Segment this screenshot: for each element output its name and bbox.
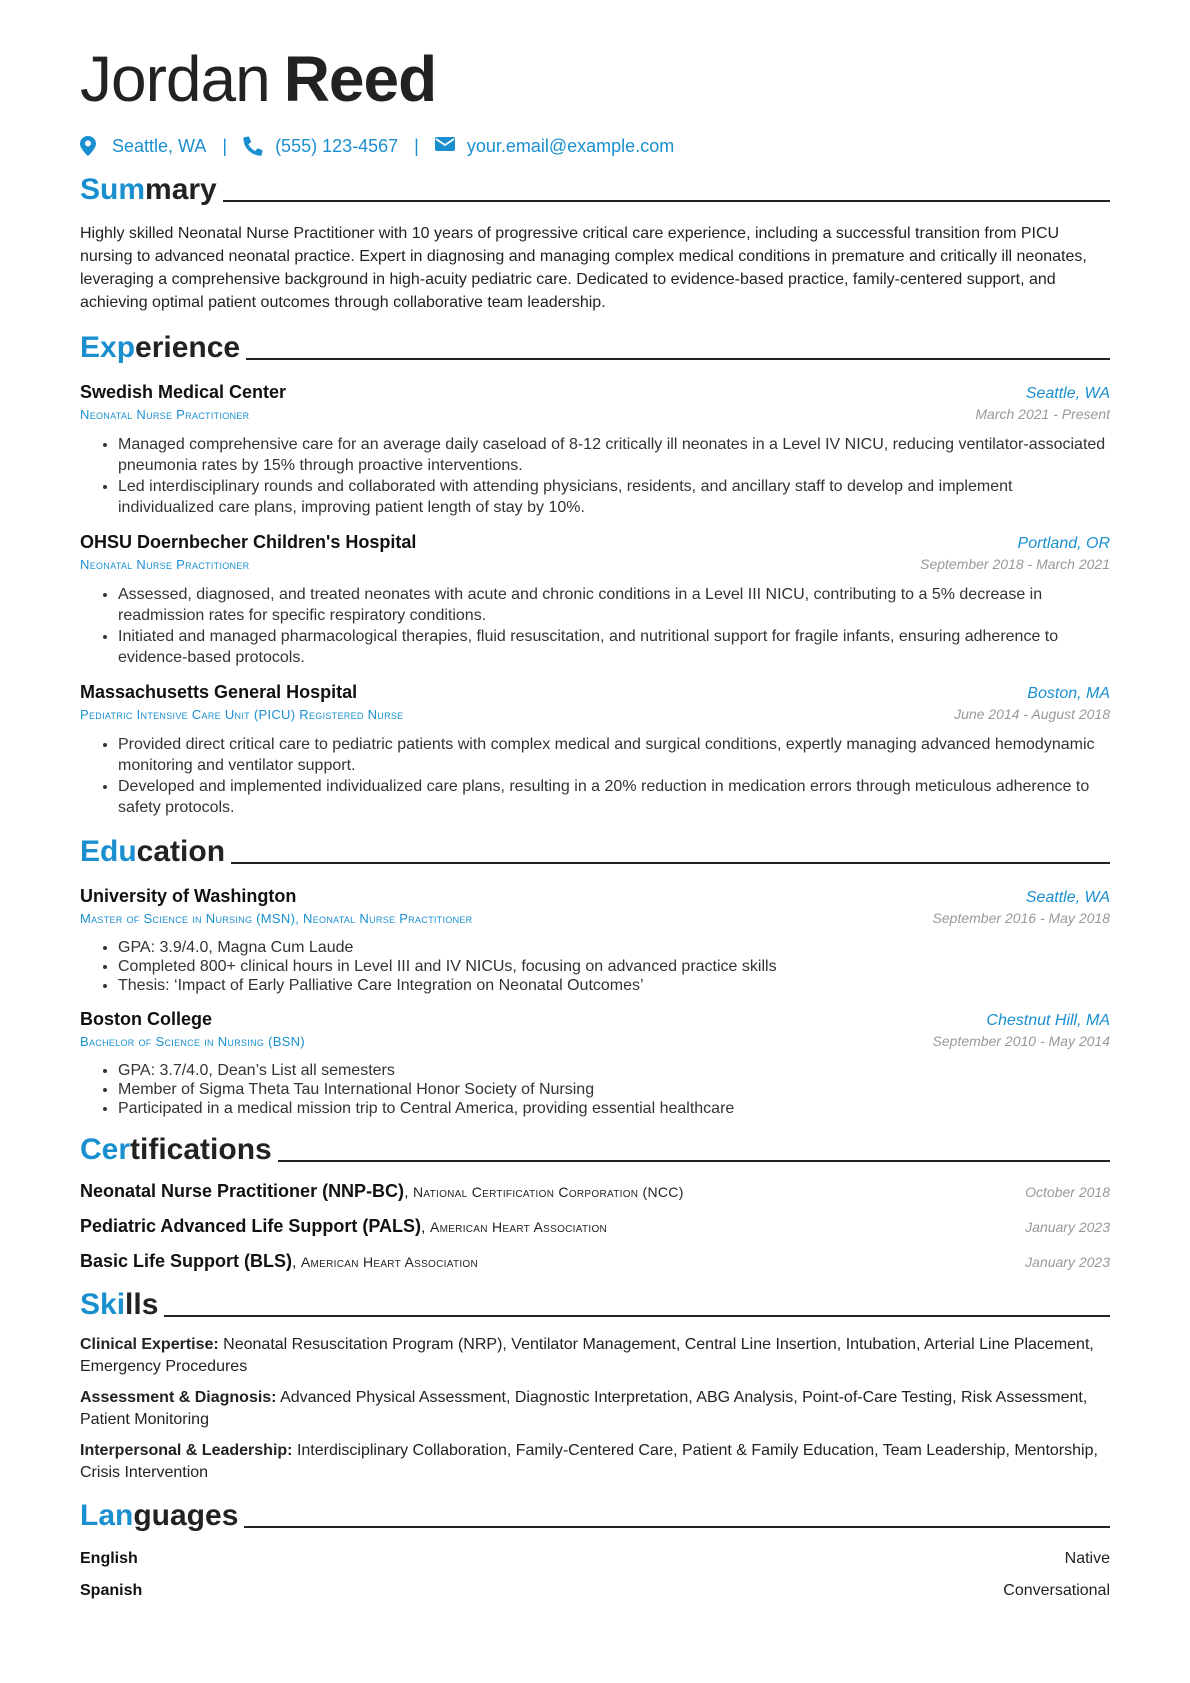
employer-name: OHSU Doernbecher Children's Hospital [80,532,417,552]
list-item: • Managed comprehensive care for an average daily caseload of 8-12 critically ill neonates in a Level IV NICU, reducing ventilator-associated pneumonia rates by 15% through proactive interventions. [118,434,1110,476]
contact-separator: | [414,135,419,156]
job-bullets [80,434,1110,518]
experience-entry [80,682,1110,818]
education-bullets [80,1061,1110,1118]
language-item [80,1582,1110,1604]
degree-name: Bachelor of Science in Nursing (BSN) [80,1034,305,1049]
phone-icon [243,136,263,156]
skill-group [80,1440,1110,1484]
contact-separator: | [222,135,228,156]
section-rule [231,862,1110,864]
list-item: • GPA: 3.9/4.0, Magna Cum Laude [118,938,1110,957]
list-item: • Assessed, diagnosed, and treated neonates with acute and chronic conditions in a Level III NICU, contributing to a 5% decrease in readmission rates for specific respiratory conditions. [118,584,1110,626]
job-location: Portland, OR [1017,535,1110,552]
location-text: Seattle, WA [112,135,207,156]
degree-name: Master of Science in Nursing (MSN), Neonatal Nurse Practitioner [80,911,473,926]
job-title: Neonatal Nurse Practitioner [80,557,250,572]
list-item: • Initiated and managed pharmacological therapies, fluid resuscitation, and nutritional support for fragile infants, ensuring adherence to evidence-based protocols. [118,626,1110,668]
certification-item: Neonatal Nurse Practitioner (NNP-BC), National Certification Corporation (NCC) October 2018 [80,1181,1110,1201]
section-rule [164,1315,1110,1317]
section-title: Languages [80,1499,239,1532]
section-rule [223,200,1110,202]
school-dates: September 2016 - May 2018 [932,910,1110,926]
list-item: • Completed 800+ clinical hours in Level III and IV NICUs, focusing on advanced practice skills [118,957,1110,976]
school-location: Seattle, WA [1025,889,1110,906]
list-item: • Provided direct critical care to pediatric patients with complex medical and surgical conditions, expertly managing advanced hemodynamic monitoring and ventilator support. [118,734,1110,776]
first-name: Jordan [80,43,270,115]
school-location: Chestnut Hill, MA [986,1012,1110,1029]
certification-name: Neonatal Nurse Practitioner (NNP-BC) [80,1181,405,1201]
section-title: Certifications [80,1133,272,1166]
skill-list: Interdisciplinary Collaboration, Family-Centered Care, Patient & Family Education, Team Leadership, Mentorship, Crisis Intervention [80,1442,1098,1481]
job-dates: June 2014 - August 2018 [954,706,1110,722]
certification-date: January 2023 [1025,1254,1110,1270]
certification-issuer: American Heart Association [429,1219,608,1235]
education-entry [80,886,1110,995]
summary-heading [80,170,1110,210]
summary-text: Highly skilled Neonatal Nurse Practitioner with 10 years of progressive critical care experience, including a successful transition from PICU nursing to advanced neonatal practice. Expert in diagnosing and managing complex medical conditions in premature and critically ill neonates, leveraging a comprehensive background in high-acuity pediatric care. Dedicated to evidence-based practice, family-centered support, and achieving optimal patient outcomes through collaborative team leadership. [80,225,1087,311]
job-dates: March 2021 - Present [975,406,1110,422]
skill-group [80,1334,1110,1378]
education-bullets [80,938,1110,995]
experience-entry [80,532,1110,668]
certification-issuer: National Certification Corporation (NCC) [412,1184,684,1200]
certification-item: Pediatric Advanced Life Support (PALS), American Heart Association January 2023 [80,1216,1110,1236]
certifications-heading [80,1130,1110,1170]
language-name: Spanish [80,1582,143,1599]
contact-email[interactable] [435,136,674,157]
languages-heading [80,1496,1110,1536]
section-title: Skills [80,1288,159,1321]
school-dates: September 2010 - May 2014 [932,1033,1110,1049]
section-rule [246,358,1110,360]
employer-name: Swedish Medical Center [80,382,287,402]
list-item: • Member of Sigma Theta Tau International Honor Society of Nursing [118,1080,1110,1099]
map-pin-icon [80,136,100,156]
school-name: University of Washington [80,886,297,906]
skill-group [80,1387,1110,1431]
skill-category: Assessment & Diagnosis: [80,1389,277,1406]
job-location: Boston, MA [1027,685,1110,702]
school-name: Boston College [80,1009,213,1029]
skill-list: Advanced Physical Assessment, Diagnostic Interpretation, ABG Analysis, Point-of-Care Testing, Risk Assessment, Patient Monitoring [80,1389,1088,1428]
job-title: Neonatal Nurse Practitioner [80,407,250,422]
experience-heading [80,328,1110,368]
education-heading [80,832,1110,872]
certification-date: October 2018 [1025,1184,1110,1200]
certification-item: Basic Life Support (BLS), American Heart Association January 2023 [80,1251,1110,1271]
envelope-icon [435,136,455,156]
list-item: • GPA: 3.7/4.0, Dean’s List all semesters [118,1061,1110,1080]
certification-name: Pediatric Advanced Life Support (PALS) [80,1216,422,1236]
list-item: • Led interdisciplinary rounds and collaborated with attending physicians, residents, and ancillary staff to develop and implement individualized care plans, improving patient length of stay by 10%. [118,476,1110,518]
skill-category: Clinical Expertise: [80,1336,219,1353]
skill-category: Interpersonal & Leadership: [80,1442,293,1459]
job-title: Pediatric Intensive Care Unit (PICU) Registered Nurse [80,707,404,722]
language-level: Native [1064,1550,1110,1567]
list-item: • Developed and implemented individualized care plans, resulting in a 20% reduction in medication errors through meticulous adherence to safety protocols. [118,776,1110,818]
section-title: Education [80,835,226,868]
skills-heading [80,1285,1110,1325]
list-item: • Participated in a medical mission trip to Central America, providing essential healthcare [118,1099,1110,1118]
contact-phone[interactable] [243,136,398,157]
certification-issuer: American Heart Association [300,1254,479,1270]
last-name: Reed [283,43,437,115]
contact-bar [80,132,1110,160]
email-link: your.email@example.com [466,135,675,156]
skill-list: Neonatal Resuscitation Program (NRP), Ventilator Management, Central Line Insertion, Intubation, Arterial Line Placement, Emergency Procedures [80,1336,1094,1375]
certification-date: January 2023 [1025,1219,1110,1235]
phone-text: (555) 123-4567 [275,135,399,156]
language-name: English [80,1550,138,1567]
language-item [80,1550,1110,1572]
language-level: Conversational [1003,1582,1110,1599]
job-bullets [80,584,1110,668]
job-bullets [80,734,1110,818]
employer-name: Massachusetts General Hospital [80,682,358,702]
section-title: Experience [80,331,241,364]
section-rule [278,1160,1110,1162]
job-location: Seattle, WA [1025,385,1110,402]
certification-name: Basic Life Support (BLS) [80,1251,293,1271]
job-dates: September 2018 - March 2021 [920,556,1110,572]
section-title: Summary [80,173,217,206]
contact-location [80,136,206,157]
experience-entry [80,382,1110,518]
section-rule [244,1526,1110,1528]
list-item: • Thesis: ‘Impact of Early Palliative Care Integration on Neonatal Outcomes’ [118,976,1110,995]
candidate-name [80,0,1110,120]
education-entry [80,1009,1110,1118]
